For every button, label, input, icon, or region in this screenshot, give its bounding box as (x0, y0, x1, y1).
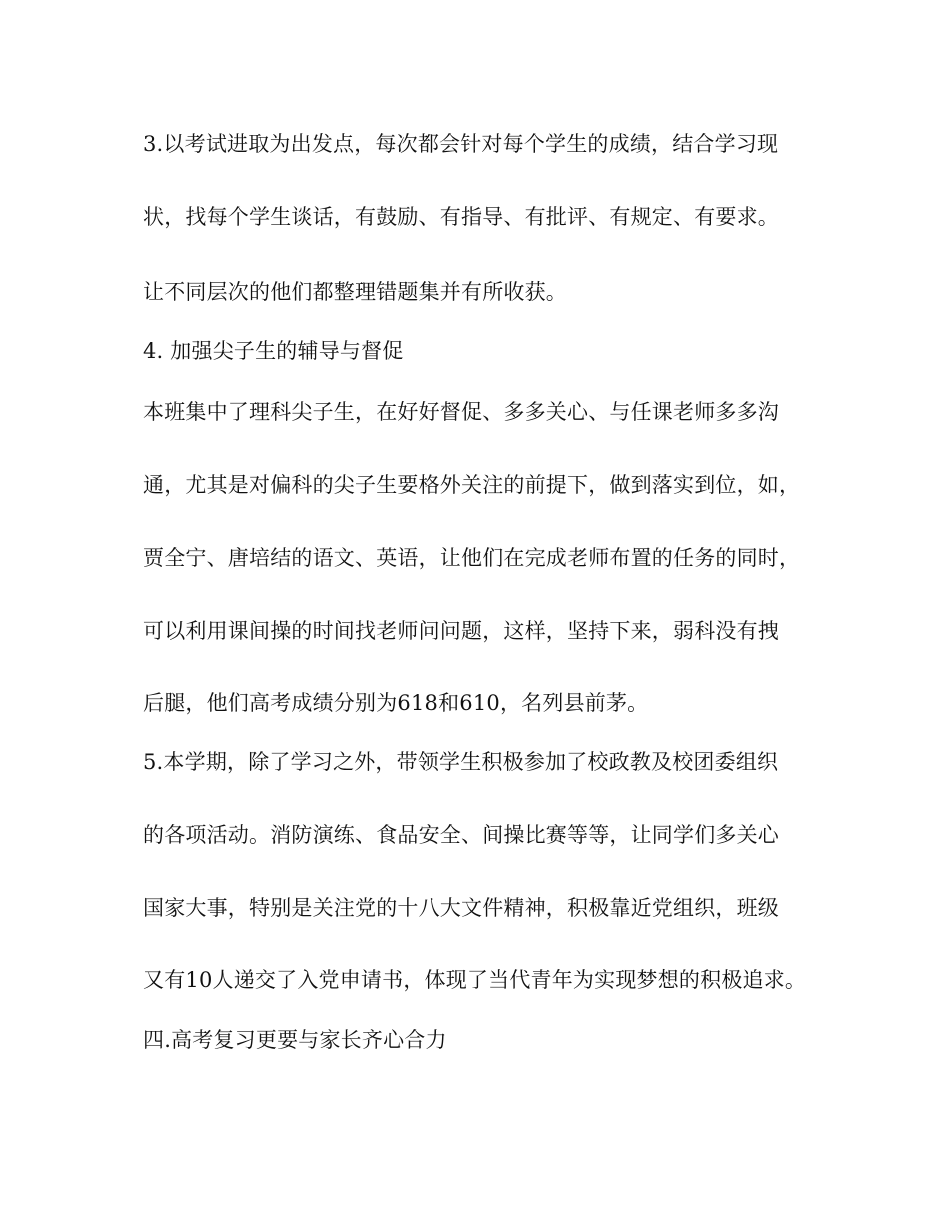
paragraph-5-line-3: 国家大事，特别是关注党的十八大文件精神，积极靠近党组织，班级 (143, 896, 779, 920)
paragraph-4-line-3: 贾全宁、唐培结的语文、英语，让他们在完成老师布置的任务的同时， (143, 546, 801, 570)
paragraph-4-line-4: 可以利用课间操的时间找老师问问题，这样，坚持下来，弱科没有拽 (143, 619, 779, 643)
paragraph-4-line-5: 后腿，他们高考成绩分别为618和610，名列县前茅。 (143, 691, 649, 715)
section-4-heading: 4. 加强尖子生的辅导与督促 (143, 339, 404, 363)
paragraph-5-line-1: 5.本学期，除了学习之外，带领学生积极参加了校政教及校团委组织 (143, 750, 779, 774)
paragraph-5-line-2: 的各项活动。消防演练、食品安全、间操比赛等等，让同学们多关心 (143, 823, 779, 847)
section-heading-four: 四.高考复习更要与家长齐心合力 (143, 1028, 447, 1052)
paragraph-4-line-2: 通，尤其是对偏科的尖子生要格外关注的前提下，做到落实到位，如， (143, 473, 801, 497)
paragraph-3-line-2: 状，找每个学生谈话，有鼓励、有指导、有批评、有规定、有要求。 (143, 205, 779, 229)
paragraph-5-line-4: 又有10人递交了入党申请书，体现了当代青年为实现梦想的积极追求。 (143, 968, 807, 992)
paragraph-4-line-1: 本班集中了理科尖子生，在好好督促、多多关心、与任课老师多多沟 (143, 400, 779, 424)
paragraph-3-line-3: 让不同层次的他们都整理错题集并有所收获。 (143, 280, 567, 304)
paragraph-3-line-1: 3.以考试进取为出发点，每次都会针对每个学生的成绩，结合学习现 (143, 132, 779, 156)
